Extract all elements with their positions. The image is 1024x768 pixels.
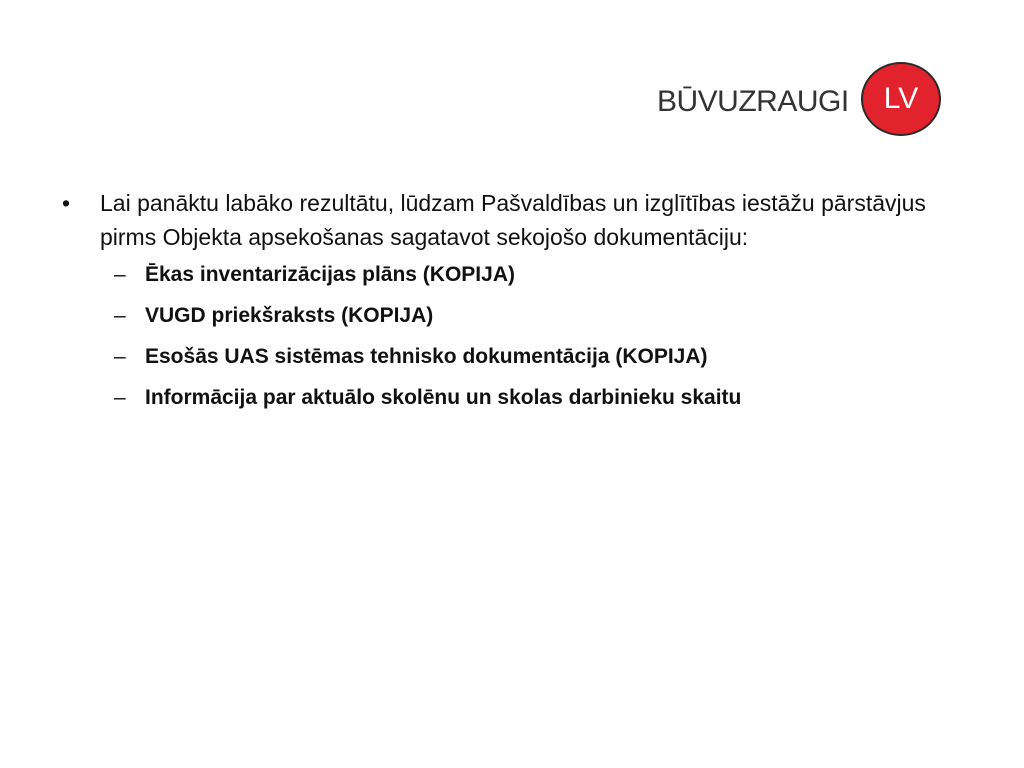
- buvuzraugi-logo: [657, 62, 952, 142]
- intro-text: Lai panāktu labāko rezultātu, lūdzam Pašvaldības un izglītības iestāžu pārstāvjus pirms Objekta apsekošanas sagatavot sekojošo dokumentāciju:: [100, 190, 926, 250]
- list-item: [114, 301, 982, 331]
- document-list: [62, 260, 982, 413]
- list-item-text: Informācija par aktuālo skolēnu un skolas darbinieku skaitu: [145, 386, 742, 409]
- list-item-text: VUGD priekšraksts (KOPIJA): [145, 304, 434, 327]
- dash-marker: –: [114, 345, 126, 368]
- logo-badge-circle: [861, 62, 941, 136]
- dash-marker: –: [114, 304, 126, 327]
- logo-badge-text: LV: [883, 82, 919, 115]
- list-item: [114, 342, 982, 372]
- dash-marker: –: [114, 386, 126, 409]
- bullet-marker: •: [62, 190, 71, 216]
- logo-wordmark: BŪVUZRAUGI: [657, 85, 849, 118]
- list-item-text: Ēkas inventarizācijas plāns (KOPIJA): [145, 263, 515, 286]
- list-item: [114, 260, 982, 290]
- list-item-text: Esošās UAS sistēmas tehnisko dokumentācija (KOPIJA): [145, 345, 708, 368]
- dash-marker: –: [114, 263, 126, 286]
- list-item: [114, 383, 982, 413]
- slide-content: [62, 186, 982, 424]
- intro-bullet: [62, 186, 982, 254]
